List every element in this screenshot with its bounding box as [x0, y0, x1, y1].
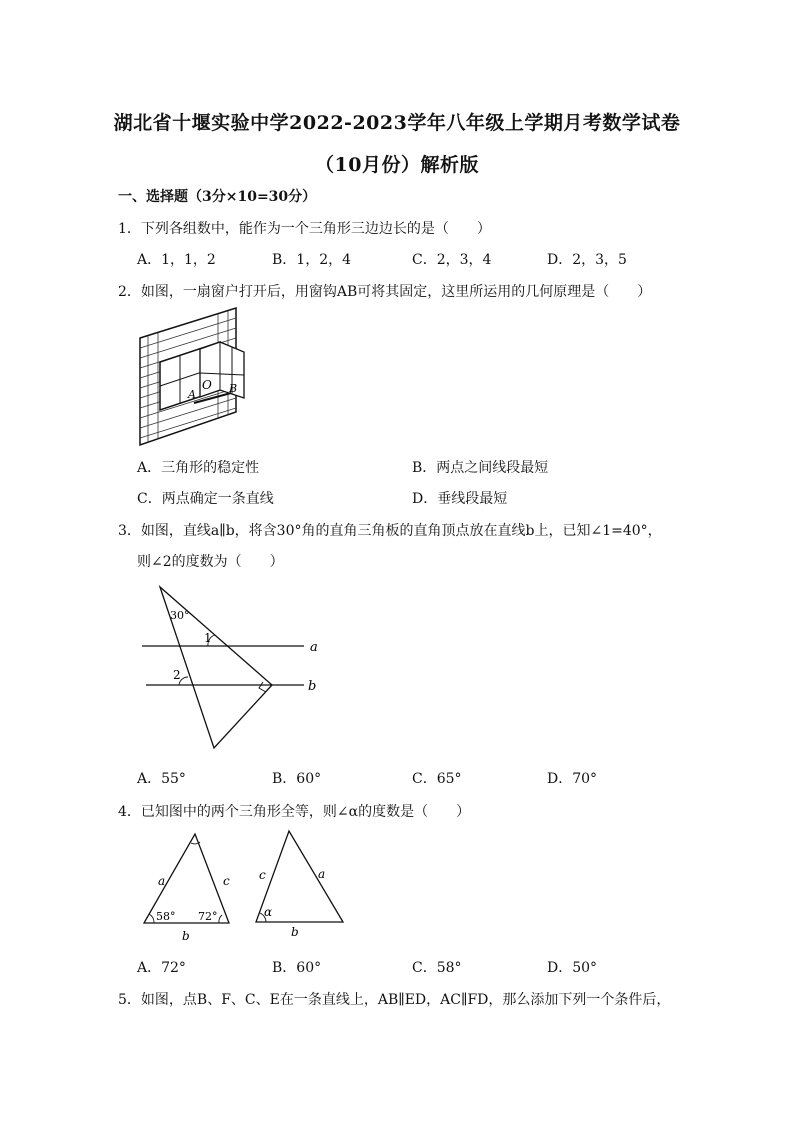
- right-label-a: a: [318, 867, 326, 881]
- question-2-stem: 2．如图，一扇窗户打开后，用窗钩AB可将其固定，这里所运用的几何原理是（ ）: [118, 284, 652, 300]
- question-2-option-d: D．垂线段最短: [412, 491, 508, 507]
- label-line-a: a: [310, 640, 318, 655]
- left-label-b: b: [182, 929, 190, 943]
- question-3-option-c: C．65°: [412, 771, 462, 787]
- left-label-a: a: [158, 874, 166, 888]
- label-a: A: [188, 388, 196, 401]
- question-1-option-d: D．2，3，5: [547, 252, 627, 268]
- right-label-c: c: [259, 868, 266, 882]
- question-2-option-b: B．两点之间线段最短: [412, 460, 549, 476]
- right-label-b: b: [291, 925, 299, 939]
- question-3-parallel-lines-figure: [138, 580, 338, 760]
- question-3-option-b: B．60°: [272, 771, 322, 787]
- question-5-stem: 5．如图，点B、F、C、E在一条直线上，AB∥ED，AC∥FD，那么添加下列一个条件后，: [118, 992, 671, 1008]
- left-angle-72: 72°: [198, 910, 218, 923]
- question-2-option-c: C．两点确定一条直线: [137, 491, 274, 507]
- question-4-option-a: A．72°: [137, 960, 186, 976]
- label-line-b: b: [308, 679, 317, 694]
- page-title: 湖北省十堰实验中学2022-2023学年八年级上学期月考数学试卷: [113, 112, 681, 134]
- question-4-option-d: D．50°: [547, 960, 598, 976]
- right-label-alpha: α: [264, 905, 273, 919]
- left-angle-58: 58°: [156, 910, 176, 923]
- question-1-option-c: C．2，3，4: [412, 252, 492, 268]
- section-heading: 一、选择题（3分×10=30分）: [118, 189, 317, 205]
- question-1-option-b: B．1，2，4: [272, 252, 352, 268]
- question-3-option-d: D．70°: [547, 771, 598, 787]
- label-b: B: [229, 382, 238, 395]
- question-3-stem-continued: 则∠2的度数为（ ）: [137, 554, 284, 570]
- question-3-option-a: A．55°: [137, 771, 186, 787]
- question-1-option-a: A．1，1，2: [137, 252, 216, 268]
- question-2-window-figure: [132, 300, 257, 450]
- question-4-option-b: B．60°: [272, 960, 322, 976]
- question-4-option-c: C．58°: [412, 960, 462, 976]
- question-2-option-a: A．三角形的稳定性: [137, 460, 260, 476]
- label-30-degree: 30°: [170, 609, 190, 622]
- left-label-c: c: [223, 874, 230, 888]
- page-subtitle: （10月份）解析版: [315, 154, 479, 176]
- question-1-stem: 1．下列各组数中，能作为一个三角形三边边长的是（ ）: [118, 221, 491, 237]
- question-4-triangles-figure: [136, 828, 356, 948]
- label-o: O: [202, 378, 212, 392]
- question-3-stem: 3．如图，直线a∥b，将含30°角的直角三角板的直角顶点放在直线b上，已知∠1=40°，: [118, 523, 662, 539]
- question-4-stem: 4．已知图中的两个三角形全等，则∠α的度数是（ ）: [118, 804, 471, 820]
- label-angle-1: 1: [204, 631, 212, 645]
- label-angle-2: 2: [173, 668, 181, 682]
